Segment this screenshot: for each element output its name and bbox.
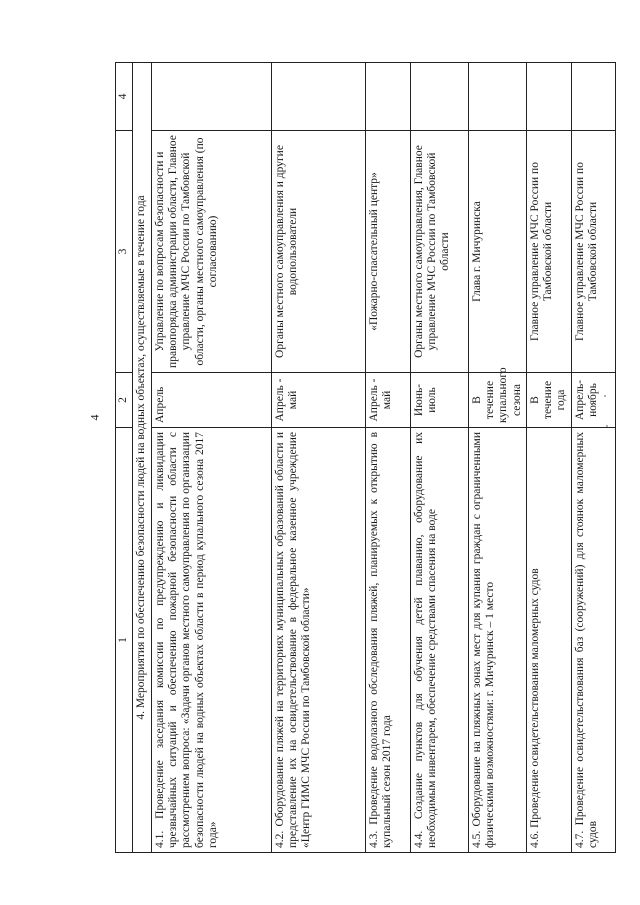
event-cell: 4.4. Создание пунктов для обучения детей плаванию, оборудование их необходимым инвентарем, обеспечение средствами спасения на воде [411,428,469,853]
table-row [411,63,469,853]
column-header-1: 1 [116,428,133,853]
event-cell: 4.3. Проведение водолазного обследования пляжей, планируемых к открытию в купальный сезон 2017 года [366,428,411,853]
responsible-cell: Главное управление МЧС России по Тамбовской области [526,131,571,373]
column-header-4: 4 [116,63,133,131]
responsible-cell: «Пожарно-спасательный центр» [366,131,411,373]
rotated-document [115,63,615,853]
note-cell [526,63,571,131]
responsible-cell: Глава г. Мичуринска [469,131,527,373]
note-cell [152,63,272,131]
note-cell [272,63,366,131]
page-number: 4 [87,414,102,421]
table-row [152,63,272,853]
responsible-cell: Управление по вопросам безопасности и правопорядка администрации области, Главное управление МЧС России по Тамбовской области, органы местного самоуправления (по согласованию) [152,131,272,373]
table-row [366,63,411,853]
section-header-row [133,63,152,853]
note-cell [469,63,527,131]
deadline-cell: Апрель- ноябрь [571,373,615,428]
deadline-cell: Июнь- июль [411,373,469,428]
table-row [571,63,615,853]
deadline-cell: Апрель - май [272,373,366,428]
deadline-cell: Апрель [152,373,272,428]
event-cell: 4.6. Проведение освидетельствования маломерных судов [526,428,571,853]
event-cell: 4.2. Оборудование пляжей на территориях муниципальных образований области и представление их на освидетельствование в федеральное казенное учреждение «Центр ГИМС МЧС России по Тамбовской области» [272,428,366,853]
events-table [115,62,616,853]
responsible-cell: Главное управление МЧС России по Тамбовской области [571,131,615,373]
deadline-cell: В течение купального сезона [469,373,527,428]
table-row [469,63,527,853]
scan-speck [604,395,606,397]
column-header-2: 2 [116,373,133,428]
event-cell: 4.1. Проведение заседания комиссии по предупреждению и ликвидации чрезвычайных ситуаций и обеспечению пожарной безопасности области с рассмотрением вопроса: «Задачи органов местного самоуправления по организации безопасности людей на водных объектах области в период купального сезона 2017 года» [152,428,272,853]
column-header-3: 3 [116,131,133,373]
scan-speck [606,425,608,427]
note-cell [411,63,469,131]
note-cell [571,63,615,131]
responsible-cell: Органы местного самоуправления, Главное управление МЧС России по Тамбовской области [411,131,469,373]
deadline-cell: В течение года [526,373,571,428]
event-cell: 4.5. Оборудование на пляжных зонах мест для купания граждан с ограниченными физическими возможностями: г. Мичуринск – 1 место [469,428,527,853]
section-title: 4. Мероприятия по обеспечению безопасности людей на водных объектах, осуществляемые в течение года [133,63,152,853]
table-row [526,63,571,853]
table-row [272,63,366,853]
column-number-row [116,63,133,853]
event-cell: 4.7. Проведение освидетельствования баз (сооружений) для стоянок маломерных судов [571,428,615,853]
responsible-cell: Органы местного самоуправления и другие водопользователи [272,131,366,373]
note-cell [366,63,411,131]
deadline-cell: Апрель - май [366,373,411,428]
